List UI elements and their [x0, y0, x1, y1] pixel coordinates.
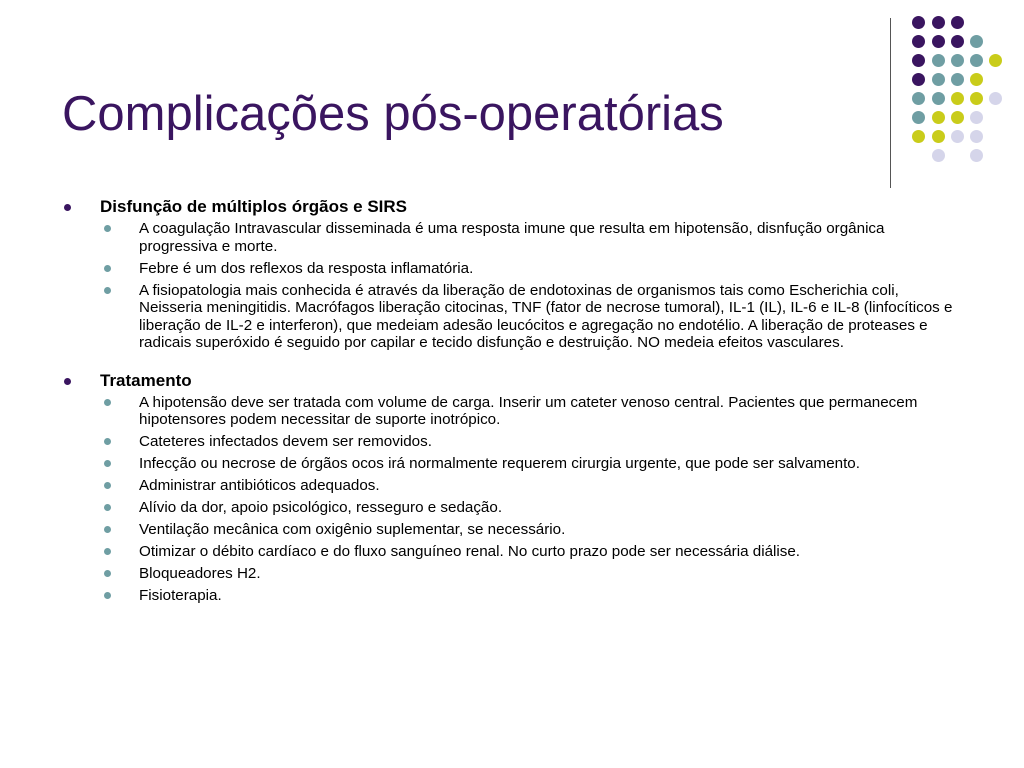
list-item	[60, 543, 960, 561]
list-item	[60, 455, 960, 473]
decor-dot	[912, 16, 925, 29]
section-heading	[60, 196, 960, 217]
list-item-text: A coagulação Intravascular disseminada é uma resposta imune que resulta em hipotensão, disnfução orgânica progressiva e morte.	[139, 220, 885, 255]
decorative-dot-grid	[0, 0, 1024, 170]
bullet-icon	[104, 548, 111, 555]
section-tratamento	[60, 370, 960, 605]
decor-dot	[951, 111, 964, 124]
bullet-icon	[104, 592, 111, 599]
decor-dot	[932, 35, 945, 48]
decor-dot	[932, 16, 945, 29]
section-disfuncao	[60, 196, 960, 352]
decor-dot	[932, 92, 945, 105]
list-item	[60, 477, 960, 495]
list-item	[60, 433, 960, 451]
list-item-text: Bloqueadores H2.	[139, 565, 261, 582]
decor-dot	[932, 54, 945, 67]
decor-dot	[970, 73, 983, 86]
decor-dot	[912, 130, 925, 143]
section-heading-text: Tratamento	[100, 370, 192, 390]
decor-dot	[951, 92, 964, 105]
section-heading-text: Disfunção de múltiplos órgãos e SIRS	[100, 197, 407, 216]
list-item	[60, 565, 960, 583]
decor-dot	[970, 92, 983, 105]
bullet-icon	[104, 399, 111, 406]
bullet-icon	[64, 378, 71, 385]
bullet-icon	[104, 482, 111, 489]
divider-line	[890, 18, 891, 188]
decor-dot	[951, 73, 964, 86]
sub-list	[60, 394, 960, 605]
list-item-text: Otimizar o débito cardíaco e do fluxo sanguíneo renal. No curto prazo pode ser necessária diálise.	[139, 543, 801, 560]
bullet-icon	[104, 265, 111, 272]
slide-title: Complicações pós-operatórias	[62, 87, 724, 141]
section-heading	[60, 370, 960, 391]
list-item	[60, 394, 960, 429]
decor-dot	[951, 130, 964, 143]
bullet-icon	[104, 287, 111, 294]
decor-dot	[932, 149, 945, 162]
bullet-icon	[104, 526, 111, 533]
list-item-text: Administrar antibióticos adequados.	[139, 477, 380, 494]
list-item-text: Fisioterapia.	[139, 587, 222, 604]
list-item	[60, 521, 960, 539]
slide-content	[60, 196, 960, 623]
decor-dot	[951, 16, 964, 29]
bullet-icon	[104, 504, 111, 511]
bullet-icon	[104, 570, 111, 577]
list-item	[60, 282, 960, 352]
decor-dot	[989, 54, 1002, 67]
decor-dot	[932, 111, 945, 124]
list-item	[60, 260, 960, 278]
bullet-icon	[64, 204, 71, 211]
decor-dot	[912, 73, 925, 86]
decor-dot	[912, 111, 925, 124]
bullet-icon	[104, 438, 111, 445]
list-item	[60, 499, 960, 517]
list-item-text: Cateteres infectados devem ser removidos.	[139, 433, 432, 450]
decor-dot	[989, 92, 1002, 105]
decor-dot	[912, 92, 925, 105]
sub-list	[60, 220, 960, 352]
list-item	[60, 220, 960, 255]
list-item-text: Infecção ou necrose de órgãos ocos irá normalmente requerem cirurgia urgente, que pode ser salvamento.	[139, 455, 860, 472]
list-item-text: A hipotensão deve ser tratada com volume de carga. Inserir um cateter venoso central. Pacientes que permanecem hipotensores podem necessitar de suporte inotrópico.	[139, 393, 918, 428]
list-item-text: Alívio da dor, apoio psicológico, resseguro e sedação.	[139, 499, 503, 516]
decor-dot	[970, 130, 983, 143]
list-item	[60, 587, 960, 605]
bullet-icon	[104, 460, 111, 467]
decor-dot	[912, 35, 925, 48]
decor-dot	[970, 149, 983, 162]
decor-dot	[932, 73, 945, 86]
list-item-text: A fisiopatologia mais conhecida é através da liberação de endotoxinas de organismos tais como Escherichia coli, Neisseria meningitidis. Macrófagos liberação citocinas, TNF (fator de necrose tumoral), IL-1 (IL), IL-6 e IL-8 (linfocíticos e liberação de IL-2 e interferon), que medeiam adesão leucócitos e agregação no endotélio. A liberação de proteases e radicais superóxido é seguido por capilar e tecido disfunção e destruição. NO medeia efeitos vasculares.	[139, 281, 953, 351]
decor-dot	[970, 54, 983, 67]
list-item-text: Ventilação mecânica com oxigênio suplementar, se necessário.	[139, 521, 566, 538]
decor-dot	[951, 54, 964, 67]
decor-dot	[912, 54, 925, 67]
decor-dot	[951, 35, 964, 48]
bullet-icon	[104, 225, 111, 232]
decor-dot	[970, 111, 983, 124]
list-item-text: Febre é um dos reflexos da resposta inflamatória.	[139, 259, 474, 277]
decor-dot	[932, 130, 945, 143]
decor-dot	[970, 35, 983, 48]
